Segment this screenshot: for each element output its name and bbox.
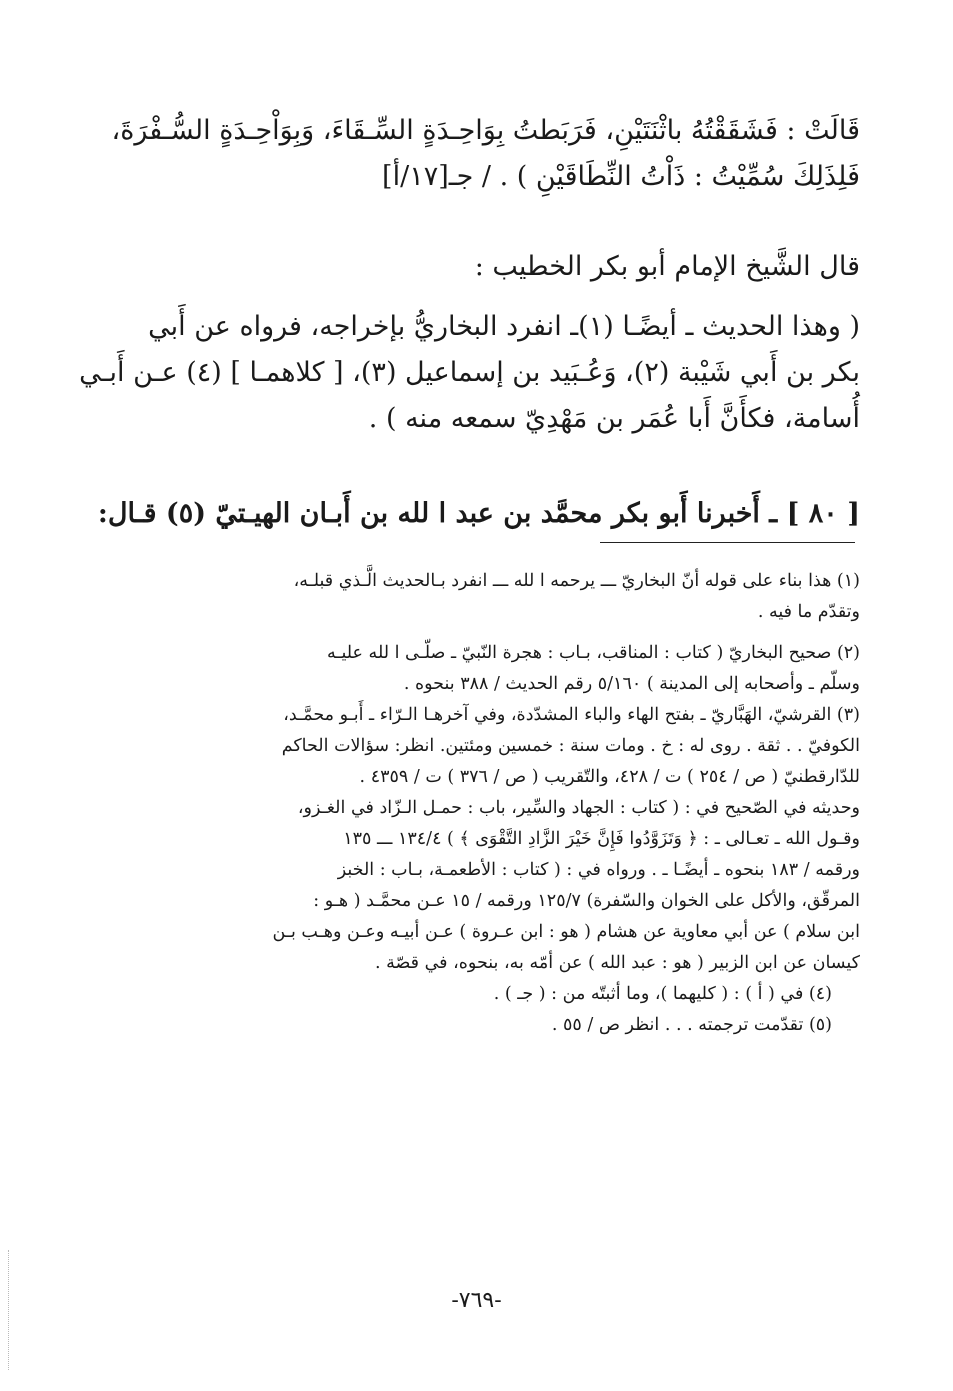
commentary-paragraph	[79, 304, 860, 442]
speaker-heading	[140, 244, 860, 290]
footnote-4-line: (٤) في ( أ ) : ( كليهما )، وما أثبتّه من : ( جـ ) .	[493, 984, 832, 1004]
footnote-3-line: المرقّق، والأكل على الخوان والسّفرة) ١٢٥/٧ ورقمه / ١٥ عـن محمَّـد ( هـو :	[313, 891, 860, 911]
footnote-5-line: (٥) تقدّمت ترجمته . . . انظر ص / ٥٥ .	[551, 1015, 832, 1035]
footnote-1-line: وتقدّم ما فيه .	[757, 602, 860, 622]
entry-line: [ ٨٠ ] ـ أَخبرنا أَبو بكر محمَّد بن عبد ا لله بن أَبـان الهيـتيّ (٥) قـال:	[97, 498, 860, 529]
footnote-3-line: وقـول الله ـ تعـالى ـ : ﴿ وَتَزَوَّدُوا فَإِنَّ خَيْرَ الزَّادِ التَّقْوَى ﴾ ) ١٣٤/٤ ـــ ١٣٥	[343, 829, 860, 849]
footnote-3-line: كيسان عن ابن الزبير ( هو : عبد الله ) عن أمّه به، بنحوه، في قصّة .	[374, 953, 860, 973]
speaker-line: قال الشَّيخ الإمام أبو بكر الخطيب :	[474, 251, 860, 282]
footnote-3-line: للدّارقطنيّ ( ص / ٢٥٤ ) ت / ٤٢٨، والتّقريب ( ص / ٣٧٦ ) ت / ٤٣٥٩ .	[359, 767, 860, 787]
footnote-2-line: (٢) صحيح البخاريّ ( كتاب : المناقب، بـاب : هجرة النّبيّ ـ صلّـى ا لله عليـه	[326, 643, 860, 663]
narration-line: قَالَتْ : فَشَقَقْتُهُ باثْنَتَيْنِ، فَرَبَطتُ بِوَاحِـدَةٍ السِّـقَاءَ، وَبِوَاْحِـدَةٍ السُّـفْرَةَ،	[111, 115, 860, 146]
commentary-line: ( وهذا الحديث ـ أيضًـا (١)ـ انفرد البخاريُّ بإخراجه، فرواه عن أَبي	[148, 311, 860, 342]
commentary-line: أُسامة، فكأَنَّ أَبا عُمَر بن مَهْدِيّ سمعه منه ) .	[368, 403, 860, 434]
commentary-line: بكر بن أَبي شَيْبة (٢)، وَعُـبَيد بن إسماعيل (٣)، [ كلاهمـا ] (٤) عـن أَبـي	[79, 357, 860, 388]
footnote-3-line: ورقمه / ١٨٣ بنحوه ـ أيضًـا ـ . ورواه في : ( كتاب : الأطعمـة، بـاب : الخبز	[337, 860, 860, 880]
footnote-2-line: وسلّم ـ وأصحابه إلى المدينة ) ٥/١٦٠ رقم الحديث / ٣٨٨ بنحوه .	[403, 674, 860, 694]
footnote-3-line: وحديثه في الصّحيح في : ( كتاب : الجهاد والسِّير، باب : حمـل الـزّاد في الغـزو،	[297, 798, 860, 818]
narration-paragraph	[111, 108, 860, 200]
scan-edge-mark	[8, 1250, 9, 1370]
narration-line: فَلِذَلِكَ سُمِّيْتُ : ذَاْتُ النِّطَاقَيْنِ ) . / جـ[١٧/أ]	[382, 161, 860, 192]
footnote-3-line: الكوفيّ . . ثقة . روى له : خ . ومات سنة : خمسين ومئتين. انظر: سؤالات الحاكم	[281, 736, 860, 756]
footnote-3-line: (٣) القرشيّ، الهَبَّاريّ ـ بفتح الهاء والباء المشدّدة، وفي آخرهـا الـرّاء ـ أَبـو محمَّـد،	[283, 705, 860, 725]
footnote-1-line: (١) هذا بناء على قوله أنّ البخاريّ ـــ يرحمه ا لله ـــ انفرد بـالحديث الَّـذي قبلـه،	[293, 571, 860, 591]
page-number: -٧٦٩-	[451, 1288, 502, 1313]
footnotes-section	[140, 566, 860, 1266]
footnote-separator	[600, 542, 855, 543]
entry-heading	[97, 491, 860, 537]
footnote-3-line: ابن سلام ) عن أبي معاوية عن هشام ( هو : ابن عـروة ) عـن أبيـه وعـن وهـب بـن	[272, 922, 860, 942]
